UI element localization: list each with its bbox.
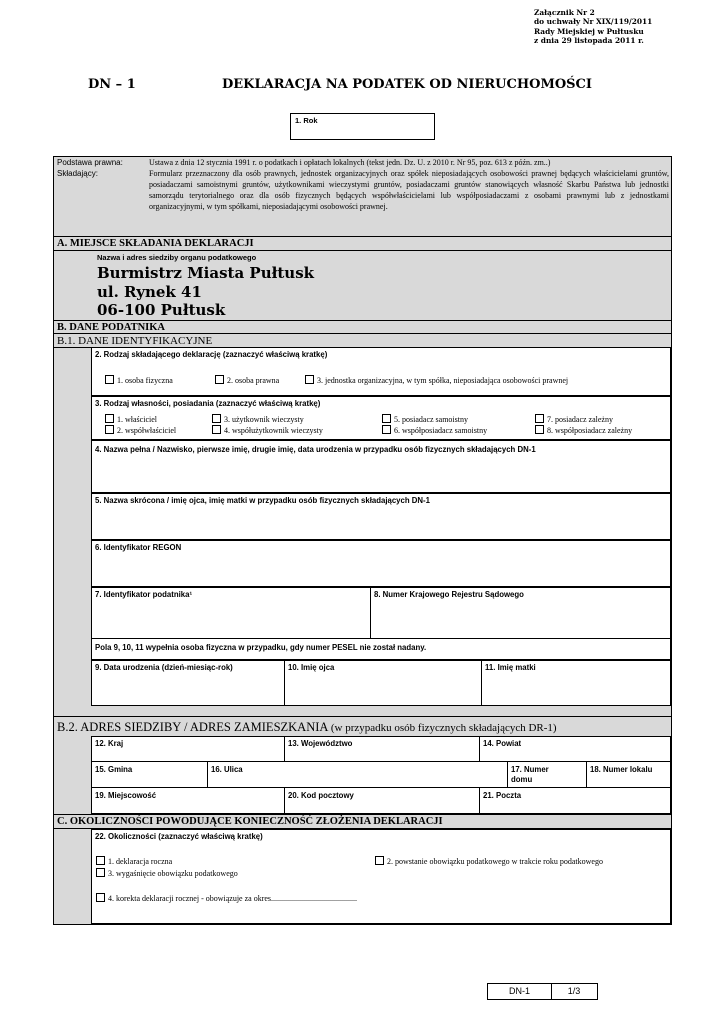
page-footer	[487, 983, 598, 1000]
field-5-label: 5. Nazwa skrócona / imię ojca, imię matki w przypadku osób fizycznych składających DN-1	[95, 496, 430, 505]
form-code: DN – 1	[88, 77, 136, 92]
ownership-possessor[interactable]: 5. posiadacz samoistny	[382, 414, 468, 424]
checkbox-icon[interactable]	[105, 375, 114, 384]
field-21-label: 21. Poczta	[483, 791, 522, 800]
filer-type-natural[interactable]: 1. osoba fizyczna	[105, 375, 173, 385]
pesel-note-box	[91, 638, 671, 660]
field-15-commune[interactable]	[91, 761, 208, 788]
field-19-locality[interactable]	[91, 787, 285, 814]
field-17-label: 17. Numer domu	[511, 765, 549, 784]
field-16-label: 16. Ulica	[211, 765, 243, 774]
field-14-county[interactable]	[479, 736, 671, 762]
checkbox-icon[interactable]	[382, 414, 391, 423]
annex-header	[534, 8, 652, 46]
field-17-house-number[interactable]	[507, 761, 587, 788]
pesel-note: Pola 9, 10, 11 wypełnia osoba fizyczna w przypadku, gdy numer PESEL nie został nadany.	[95, 643, 427, 652]
ownership-copossessor[interactable]: 6. współposiadacz samoistny	[382, 425, 487, 435]
field-22-label: 22. Okoliczności (zaznaczyć właściwą kratkę)	[95, 832, 263, 841]
circumstance-annual[interactable]: 1. deklaracja roczna	[96, 856, 172, 866]
checkbox-icon[interactable]	[96, 856, 105, 865]
filer-type-org[interactable]: 3. jednostka organizacyjna, w tym spółka, nieposiadająca osobowości prawnej	[305, 375, 568, 385]
field-7-label: 7. Identyfikator podatnika¹	[95, 590, 193, 599]
page-title: DEKLARACJA NA PODATEK OD NIERUCHOMOŚCI	[222, 77, 592, 92]
field-9-label: 9. Data urodzenia (dzień-miesiąc-rok)	[95, 663, 233, 672]
field-8-label: 8. Numer Krajowego Rejestru Sądowego	[374, 590, 524, 599]
ownership-codependent[interactable]: 8. współposiadacz zależny	[535, 425, 632, 435]
checkbox-icon[interactable]	[535, 414, 544, 423]
field-9-birth-date[interactable]	[91, 660, 285, 706]
ownership-perpetual[interactable]: 3. użytkownik wieczysty	[212, 414, 304, 424]
office-line: 06-100 Pułtusk	[97, 301, 226, 319]
checkbox-icon[interactable]	[305, 375, 314, 384]
field-19-label: 19. Miejscowość	[95, 791, 157, 800]
checkbox-icon[interactable]	[96, 868, 105, 877]
year-label: 1. Rok	[295, 116, 318, 125]
field-13-label: 13. Województwo	[288, 739, 353, 748]
legal-basis	[54, 157, 671, 236]
year-field[interactable]	[290, 113, 435, 140]
field-21-post-office[interactable]	[479, 787, 671, 814]
section-b2-title: B.2. ADRES SIEDZIBY / ADRES ZAMIESZKANIA (w przypadku osób fizycznych składających DR-1)	[57, 720, 557, 734]
page-number: 1/3	[567, 986, 581, 996]
checkbox-icon[interactable]	[96, 893, 105, 902]
ownership-coowner[interactable]: 2. współwłaściciel	[105, 425, 176, 435]
circumstance-correction[interactable]: 4. korekta deklaracji rocznej - obowiązuje za okres...........................................	[96, 893, 357, 903]
checkbox-icon[interactable]	[535, 425, 544, 434]
office-line: ul. Rynek 41	[97, 282, 202, 301]
filer-type-legal[interactable]: 2. osoba prawna	[215, 375, 279, 385]
field-10-label: 10. Imię ojca	[288, 663, 335, 672]
field-3-label: 3. Rodzaj własności, posiadania (zaznaczyć właściwą kratkę)	[95, 399, 321, 408]
field-6-label: 6. Identyfikator REGON	[95, 543, 182, 552]
field-22-box	[91, 829, 671, 924]
office-line: Burmistrz Miasta Pułtusk	[97, 264, 315, 282]
ownership-owner[interactable]: 1. właściciel	[105, 414, 157, 424]
field-14-label: 14. Powiat	[483, 739, 522, 748]
field-2-label: 2. Rodzaj składającego deklarację (zaznaczyć właściwą kratkę)	[95, 350, 328, 359]
field-16-street[interactable]	[207, 761, 508, 788]
basis-label: Podstawa prawna:	[57, 158, 123, 167]
field-15-label: 15. Gmina	[95, 765, 133, 774]
checkbox-icon[interactable]	[105, 425, 114, 434]
annex-line: Załącznik Nr 2	[534, 8, 595, 17]
field-18-apartment-number[interactable]	[586, 761, 671, 788]
section-b-title: B. DANE PODATNIKA	[54, 320, 671, 334]
field-6-regon[interactable]	[91, 540, 671, 587]
office-label: Nazwa i adres siedziby organu podatkowego	[97, 253, 257, 262]
field-18-label: 18. Numer lokalu	[590, 765, 653, 774]
field-20-postal-code[interactable]	[284, 787, 480, 814]
ownership-coperpetual[interactable]: 4. współużytkownik wieczysty	[212, 425, 323, 435]
checkbox-icon[interactable]	[105, 414, 114, 423]
field-12-label: 12. Kraj	[95, 739, 124, 748]
field-3-box	[91, 396, 671, 440]
checkbox-icon[interactable]	[215, 375, 224, 384]
field-12-country[interactable]	[91, 736, 285, 762]
filer-label: Składający:	[57, 169, 98, 178]
field-7-taxpayer-id[interactable]	[91, 587, 371, 639]
annex-line: z dnia 29 listopada 2011 r.	[534, 36, 644, 46]
field-10-father-name[interactable]	[284, 660, 482, 706]
checkbox-icon[interactable]	[375, 856, 384, 865]
field-13-voivodeship[interactable]	[284, 736, 480, 762]
checkbox-icon[interactable]	[382, 425, 391, 434]
checkbox-icon[interactable]	[212, 414, 221, 423]
circumstance-new-obligation[interactable]: 2. powstanie obowiązku podatkowego w trakcie roku podatkowego	[375, 856, 625, 867]
field-20-label: 20. Kod pocztowy	[288, 791, 354, 800]
field-11-mother-name[interactable]	[481, 660, 671, 706]
field-4-full-name[interactable]	[91, 440, 671, 493]
section-c-title: C. OKOLICZNOŚCI POWODUJĄCE KONIECZNOŚĆ ZŁOŻENIA DEKLARACJI	[54, 814, 671, 829]
annex-line: Rady Miejskiej w Pułtusku	[534, 26, 644, 36]
section-b1-title: B.1. DANE IDENTYFIKACYJNE	[57, 335, 213, 347]
field-11-label: 11. Imię matki	[485, 663, 536, 672]
field-2-box	[91, 347, 671, 396]
field-5-short-name[interactable]	[91, 493, 671, 540]
circumstance-expiry[interactable]: 3. wygaśnięcie obowiązku podatkowego	[96, 868, 238, 878]
annex-line: do uchwały Nr XIX/119/2011	[534, 17, 653, 27]
checkbox-icon[interactable]	[212, 425, 221, 434]
section-a-title: A. MIEJSCE SKŁADANIA DEKLARACJI	[54, 236, 671, 251]
filer-text: Formularz przeznaczony dla osób prawnych, jednostek organizacyjnych oraz spółek nieposiadających osobowości prawnej będących właścicielami gruntów, posiadaczami samoistnymi gruntów, użytkownikami wieczystymi gruntów, posiadaczami gruntów stanowiących własność Skarbu Państwa lub jednostki samorządu terytorialnego oraz dla osób fizycznych będących współwłaścicielami lub współposiadaczami z osobami prawnymi lub z jednostkami organizacyjnymi, w tym spółkami, nieposiadającymi osobowości prawnej.	[149, 169, 669, 211]
field-8-krs[interactable]	[370, 587, 671, 639]
footer-form-code: DN-1	[488, 984, 552, 999]
tax-office-address	[97, 264, 314, 320]
field-4-label: 4. Nazwa pełna / Nazwisko, pierwsze imię, drugie imię, data urodzenia w przypadku osób fizycznych składających DN-1	[95, 445, 536, 454]
basis-text: Ustawa z dnia 12 stycznia 1991 r. o podatkach i opłatach lokalnych (tekst jedn. Dz. U. z 2010 r. Nr 95, poz. 613 z późn. zm..)	[149, 158, 551, 167]
ownership-dependent[interactable]: 7. posiadacz zależny	[535, 414, 613, 424]
